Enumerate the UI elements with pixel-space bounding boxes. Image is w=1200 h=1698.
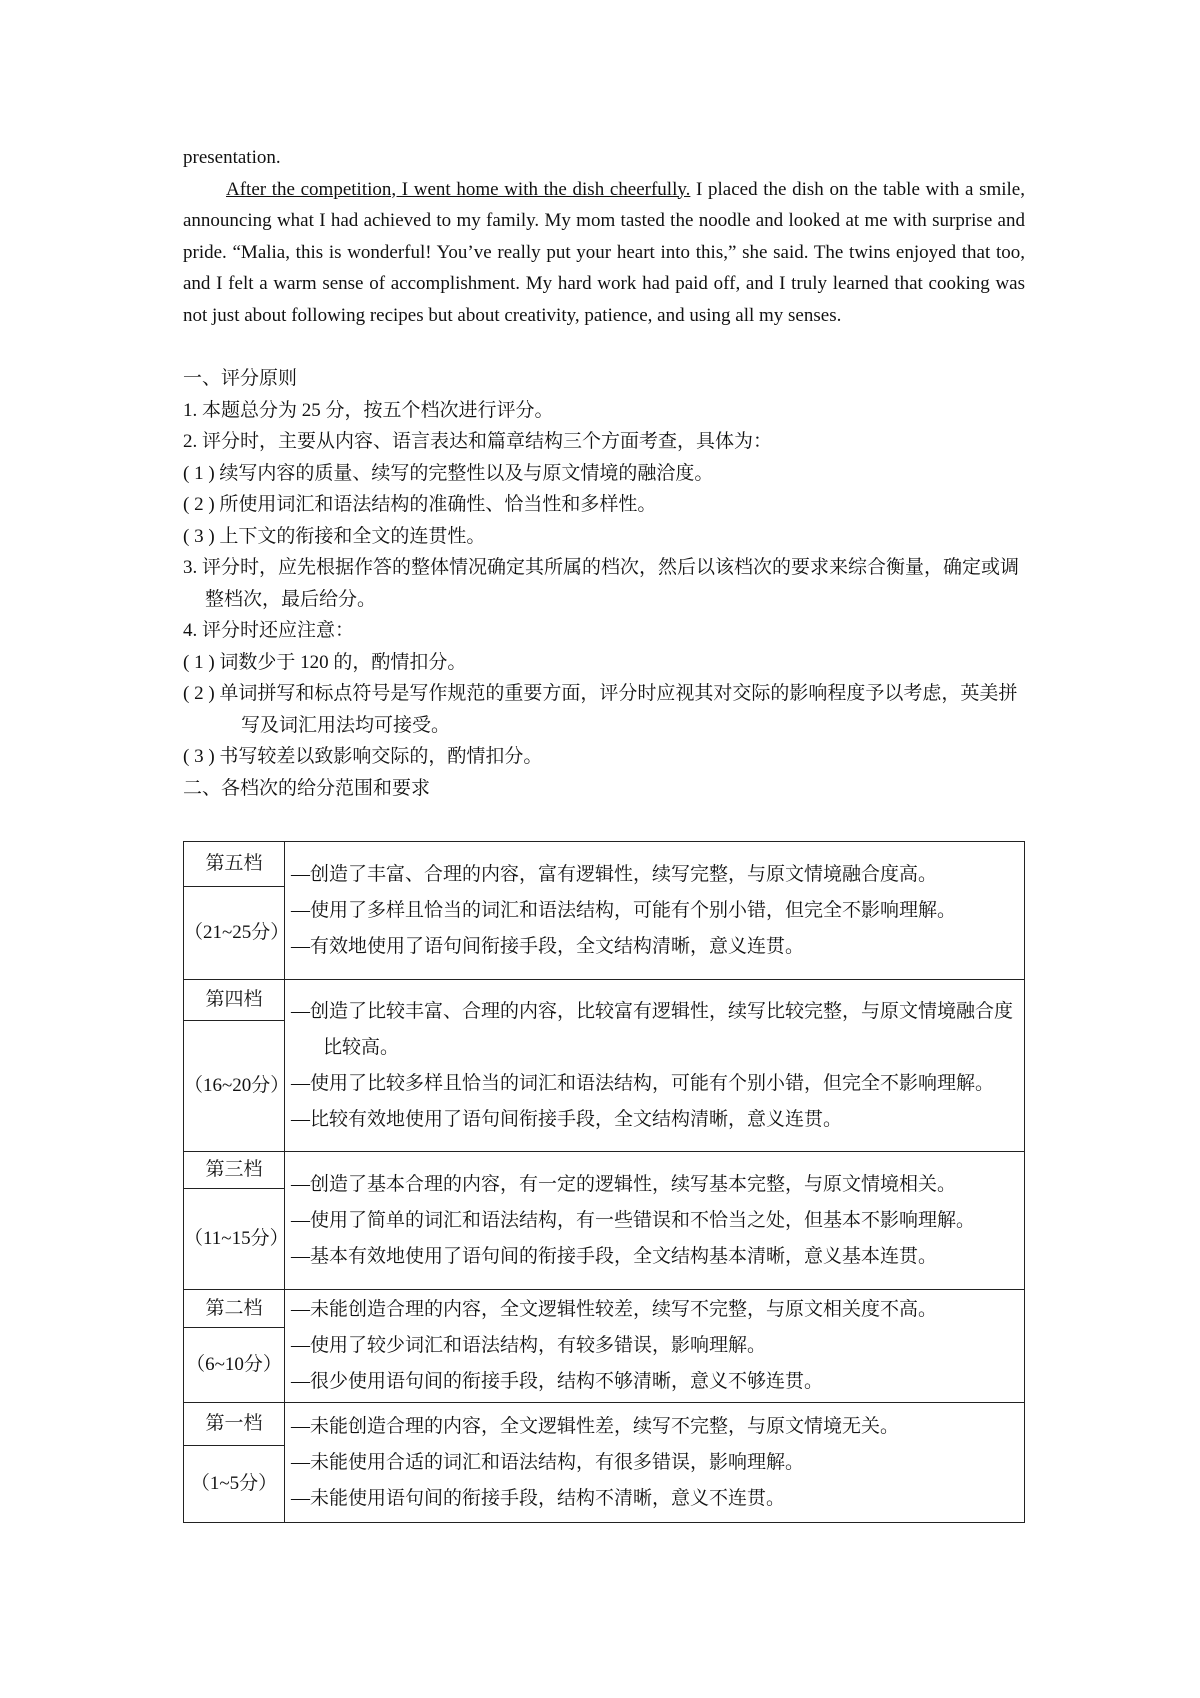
rule-1: 1. 本题总分为 25 分，按五个档次进行评分。 — [183, 399, 554, 421]
grade-score-range: （1~5分） — [184, 1446, 285, 1523]
essay-paragraph — [183, 174, 1025, 332]
grade-criterion: —有效地使用了语句间衔接手段，全文结构清晰，意义连贯。 — [291, 935, 805, 957]
rule-3: 3. 评分时，应先根据作答的整体情况确定其所属的档次，然后以该档次的要求来综合衡量，确定或调整档次，最后给分。 — [183, 557, 1020, 610]
grade-level-name: 第四档 — [184, 980, 285, 1021]
grade-level-name: 第一档 — [184, 1403, 285, 1446]
rule-2: 2. 评分时，主要从内容、语言表达和篇章结构三个方面考查，具体为： — [183, 431, 773, 452]
grade-description — [285, 980, 1025, 1152]
grade-criterion: —使用了多样且恰当的词汇和语法结构，可能有个别小错，但完全不影响理解。 — [291, 899, 957, 921]
grade-row-header — [184, 980, 1025, 1021]
grade-row-header — [184, 1403, 1025, 1446]
grade-level-name: 第二档 — [184, 1290, 285, 1328]
rule-4: 4. 评分时还应注意： — [183, 620, 355, 641]
grade-criterion: —使用了较少词汇和语法结构，有较多错误，影响理解。 — [291, 1335, 767, 1356]
grade-criterion: —未能创造合理的内容，全文逻辑性较差，续写不完整，与原文相关度不高。 — [291, 1299, 938, 1320]
grade-row-header — [184, 1290, 1025, 1328]
grade-score-range: （11~15分） — [184, 1189, 285, 1290]
grade-score-range: （21~25分） — [184, 887, 285, 980]
grade-criterion: —未能创造合理的内容，全文逻辑性差，续写不完整，与原文情境无关。 — [291, 1415, 900, 1437]
rule-2-item-2: ( 2 ) 所使用词汇和语法结构的准确性、恰当性和多样性。 — [183, 494, 657, 515]
grade-level-name: 第三档 — [184, 1152, 285, 1189]
spacer — [183, 331, 1025, 363]
grade-criterion: —创造了比较丰富、合理的内容，比较富有逻辑性，续写比较完整，与原文情境融合度比较高。 — [291, 1000, 1014, 1058]
document-page — [183, 142, 1025, 804]
grade-description — [285, 842, 1025, 980]
essay-paragraph-rest: I placed the dish on the table with a smile, announcing what I had achieved to my family. My mom tasted the noodle and looked at me with surprise and pride. “Malia, this is wonderful! You’ve really put your heart into this,” she said. The twins enjoyed that too, and I felt a warm sense of accomplishment. My hard work had paid off, and I truly learned that cooking was not just about following recipes but about creativity, patience, and using all my senses. — [183, 178, 1025, 326]
section-heading-principles: 一、评分原则 — [183, 368, 298, 389]
grade-criterion: —使用了比较多样且恰当的词汇和语法结构，可能有个别小错，但完全不影响理解。 — [291, 1072, 995, 1094]
rule-4-item-1: ( 1 ) 词数少于 120 的，酌情扣分。 — [183, 651, 467, 673]
grade-level-name: 第五档 — [184, 842, 285, 887]
grade-score-range: （6~10分） — [184, 1328, 285, 1403]
grading-table — [183, 841, 1025, 1523]
essay-previous-line: presentation. — [183, 147, 281, 168]
grade-criterion: —未能使用语句间的衔接手段，结构不清晰，意义不连贯。 — [291, 1487, 786, 1509]
section-heading-grades: 二、各档次的给分范围和要求 — [183, 777, 431, 799]
essay-underlined-sentence: After the competition, I went home with the dish cheerfully. — [226, 178, 691, 200]
grade-score-range: （16~20分） — [184, 1021, 285, 1152]
grade-description — [285, 1152, 1025, 1290]
grade-criterion: —比较有效地使用了语句间衔接手段，全文结构清晰，意义连贯。 — [291, 1108, 843, 1130]
rule-4-item-2: ( 2 ) 单词拼写和标点符号是写作规范的重要方面，评分时应视其对交际的影响程度予以考虑，英美拼写及词汇用法均可接受。 — [183, 683, 1018, 736]
rule-2-item-1: ( 1 ) 续写内容的质量、续写的完整性以及与原文情境的融洽度。 — [183, 462, 714, 484]
grade-criterion: —创造了丰富、合理的内容，富有逻辑性，续写完整，与原文情境融合度高。 — [291, 863, 938, 885]
grade-description — [285, 1290, 1025, 1403]
rule-4-item-3: ( 3 ) 书写较差以致影响交际的，酌情扣分。 — [183, 746, 543, 767]
grade-row-header — [184, 842, 1025, 887]
grade-description — [285, 1403, 1025, 1523]
grade-criterion: —基本有效地使用了语句间的衔接手段，全文结构基本清晰，意义基本连贯。 — [291, 1245, 938, 1267]
grade-criterion: —很少使用语句间的衔接手段，结构不够清晰，意义不够连贯。 — [291, 1371, 824, 1392]
grade-criterion: —使用了简单的词汇和语法结构，有一些错误和不恰当之处，但基本不影响理解。 — [291, 1209, 976, 1231]
grade-criterion: —创造了基本合理的内容，有一定的逻辑性，续写基本完整，与原文情境相关。 — [291, 1173, 957, 1195]
grade-criterion: —未能使用合适的词汇和语法结构，有很多错误，影响理解。 — [291, 1451, 805, 1473]
grade-row-header — [184, 1152, 1025, 1189]
rule-2-item-3: ( 3 ) 上下文的衔接和全文的连贯性。 — [183, 525, 486, 547]
